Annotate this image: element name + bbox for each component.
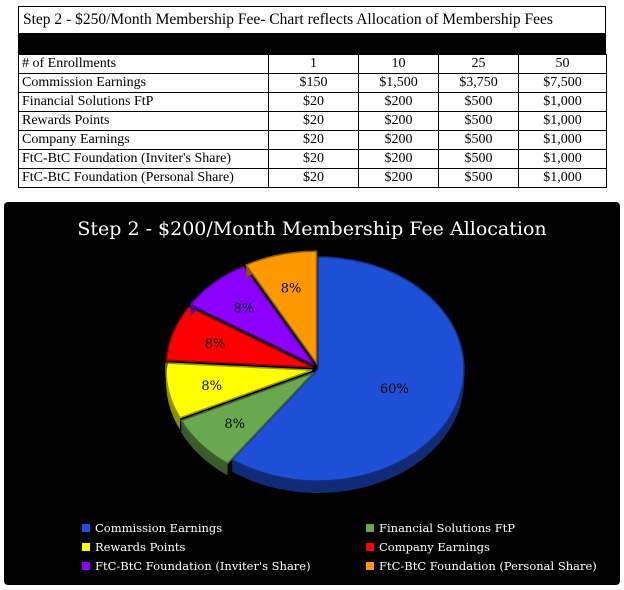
row-label: Company Earnings xyxy=(19,131,269,150)
slice-data-label: 8% xyxy=(233,301,255,317)
table-cell: $3,750 xyxy=(439,74,519,93)
legend-item xyxy=(366,540,490,554)
row-label: FtC-BtC Foundation (Personal Share) xyxy=(19,169,269,188)
legend-swatch xyxy=(82,543,90,551)
table-row xyxy=(19,112,607,131)
slice-data-label: 60% xyxy=(379,382,409,398)
chart-title: Step 2 - $200/Month Membership Fee Allocation xyxy=(77,218,547,240)
table-cell: $1,000 xyxy=(519,131,607,150)
table-cell: $1,500 xyxy=(359,74,439,93)
table-row xyxy=(19,169,607,188)
table-cell: $200 xyxy=(359,112,439,131)
table-row xyxy=(19,131,607,150)
slice-data-label: 8% xyxy=(204,336,226,352)
table-header-row xyxy=(19,55,607,74)
legend-item xyxy=(82,540,185,554)
legend-swatch xyxy=(82,524,90,532)
table-header-band xyxy=(18,34,606,54)
legend-item xyxy=(82,521,222,535)
table-title: Step 2 - $250/Month Membership Fee- Chart reflects Allocation of Membership Fees xyxy=(18,6,606,34)
chart-legend xyxy=(4,202,620,585)
pie-chart-panel xyxy=(4,202,620,585)
slice-data-label: 8% xyxy=(280,281,302,297)
legend-label: FtC-BtC Foundation (Inviter's Share) xyxy=(95,559,311,573)
table-cell: 1 xyxy=(269,55,359,74)
legend-item xyxy=(366,521,515,535)
legend-swatch xyxy=(366,524,374,532)
legend-swatch xyxy=(82,562,90,570)
row-label: Financial Solutions FtP xyxy=(19,93,269,112)
legend-swatch xyxy=(366,562,374,570)
table-cell: $20 xyxy=(269,131,359,150)
table-cell: $500 xyxy=(439,93,519,112)
table-cell: $1,000 xyxy=(519,93,607,112)
table-cell: $1,000 xyxy=(519,169,607,188)
legend-label: Financial Solutions FtP xyxy=(379,521,516,535)
slice-data-label: 8% xyxy=(201,378,223,394)
table-cell: $500 xyxy=(439,131,519,150)
table-row xyxy=(19,74,607,93)
legend-label: Commission Earnings xyxy=(95,521,223,535)
legend-item xyxy=(366,559,597,573)
row-label: Rewards Points xyxy=(19,112,269,131)
table-cell: $1,000 xyxy=(519,112,607,131)
row-label: FtC-BtC Foundation (Inviter's Share) xyxy=(19,150,269,169)
table-row xyxy=(19,93,607,112)
table-cell: $200 xyxy=(359,131,439,150)
row-label: Commission Earnings xyxy=(19,74,269,93)
table-cell: $7,500 xyxy=(519,74,607,93)
table-cell: $200 xyxy=(359,150,439,169)
legend-item xyxy=(82,559,311,573)
table-cell: $20 xyxy=(269,93,359,112)
table-cell: $500 xyxy=(439,112,519,131)
table-cell: $200 xyxy=(359,169,439,188)
legend-label: Rewards Points xyxy=(95,540,186,554)
allocation-table xyxy=(18,54,607,188)
allocation-table-section xyxy=(18,6,606,188)
table-cell: 50 xyxy=(519,55,607,74)
table-cell: $20 xyxy=(269,112,359,131)
table-cell: $20 xyxy=(269,150,359,169)
table-cell: $500 xyxy=(439,150,519,169)
table-cell: $20 xyxy=(269,169,359,188)
table-cell: 10 xyxy=(359,55,439,74)
legend-label: Company Earnings xyxy=(379,540,490,554)
table-cell: 25 xyxy=(439,55,519,74)
table-row xyxy=(19,150,607,169)
table-cell: $1,000 xyxy=(519,150,607,169)
table-cell: $500 xyxy=(439,169,519,188)
table-cell: $150 xyxy=(269,74,359,93)
row-label: # of Enrollments xyxy=(19,55,269,74)
slice-data-label: 8% xyxy=(224,416,245,432)
table-cell: $200 xyxy=(359,93,439,112)
legend-label: FtC-BtC Foundation (Personal Share) xyxy=(379,559,597,573)
legend-swatch xyxy=(366,543,374,551)
